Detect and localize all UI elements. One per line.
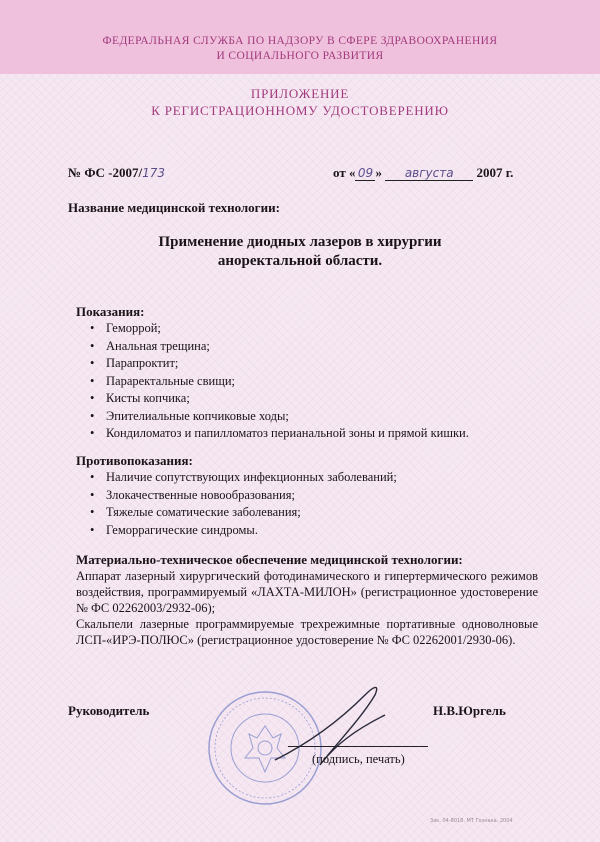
contraindications-heading: Противопоказания: bbox=[76, 453, 193, 468]
list-item: • Злокачественные новообразования; bbox=[90, 487, 397, 505]
technology-label: Название медицинской технологии: bbox=[68, 200, 280, 215]
registration-number bbox=[68, 165, 165, 181]
printer-imprint: Зак. 04-8018. МТ Гознака. 2004 bbox=[430, 818, 513, 824]
technology-title-line-2: аноректальной области. bbox=[217, 253, 383, 269]
list-item: • Кисты копчика; bbox=[90, 390, 469, 408]
support-heading: Материально-техническое обеспечение медицинской технологии: bbox=[76, 552, 463, 567]
list-item: • Парапроктит; bbox=[90, 355, 469, 373]
date-prefix: от « bbox=[333, 165, 356, 180]
list-item: • Кондиломатоз и папилломатоз перианальной зоны и прямой кишки. bbox=[90, 425, 469, 443]
support-paragraph-2: Скальпели лазерные программируемые трехрежимные портативные одноволновые ЛСП-«ИРЭ-ПОЛЮС» (регистрационное удостоверение № ФС 02262001/2930-06). bbox=[76, 617, 538, 647]
signatory-role: Руководитель bbox=[68, 703, 150, 718]
agency-line-1: ФЕДЕРАЛЬНАЯ СЛУЖБА ПО НАДЗОРУ В СФЕРЕ ЗДРАВООХРАНЕНИЯ bbox=[102, 35, 498, 47]
support-paragraph-1: Аппарат лазерный хирургический фотодинамического и гипертермического режимов воздействия, программируемый «ЛАХТА-МИЛОН» (регистрационное удостоверение № ФС 02262003/2932-06); bbox=[76, 569, 538, 615]
indications-list bbox=[90, 320, 469, 443]
list-item: • Наличие сопутствующих инфекционных заболеваний; bbox=[90, 469, 397, 487]
signature-line bbox=[288, 746, 428, 747]
date-year: 2007 г. bbox=[476, 165, 514, 180]
signature-caption: (подпись, печать) bbox=[312, 752, 405, 766]
signatory-name: Н.В.Юргель bbox=[433, 703, 506, 718]
registration-number-handwritten: 173 bbox=[142, 166, 165, 180]
contraindications-list bbox=[90, 469, 397, 539]
list-item: • Эпителиальные копчиковые ходы; bbox=[90, 408, 469, 426]
date-month-handwritten: августа bbox=[385, 166, 473, 181]
agency-name bbox=[0, 34, 600, 64]
list-item: • Параректальные свищи; bbox=[90, 373, 469, 391]
list-item: • Анальная трещина; bbox=[90, 338, 469, 356]
list-item: • Геморрой; bbox=[90, 320, 469, 338]
date-mid: » bbox=[375, 165, 382, 180]
indications-heading: Показания: bbox=[76, 304, 145, 319]
annex-line-2: К РЕГИСТРАЦИОННОМУ УДОСТОВЕРЕНИЮ bbox=[151, 103, 449, 118]
registration-number-prefix: № ФС -2007/ bbox=[68, 165, 143, 180]
annex-line-1: ПРИЛОЖЕНИЕ bbox=[250, 86, 350, 101]
list-item: • Тяжелые соматические заболевания; bbox=[90, 504, 397, 522]
annex-title bbox=[0, 85, 600, 119]
date-day-handwritten: 09 bbox=[355, 166, 375, 181]
registration-date bbox=[333, 165, 513, 181]
list-item: • Геморрагические синдромы. bbox=[90, 522, 397, 540]
support-body bbox=[76, 568, 538, 648]
technology-title bbox=[0, 233, 600, 271]
agency-line-2: И СОЦИАЛЬНОГО РАЗВИТИЯ bbox=[216, 50, 384, 62]
technology-title-line-1: Применение диодных лазеров в хирургии bbox=[158, 234, 442, 250]
